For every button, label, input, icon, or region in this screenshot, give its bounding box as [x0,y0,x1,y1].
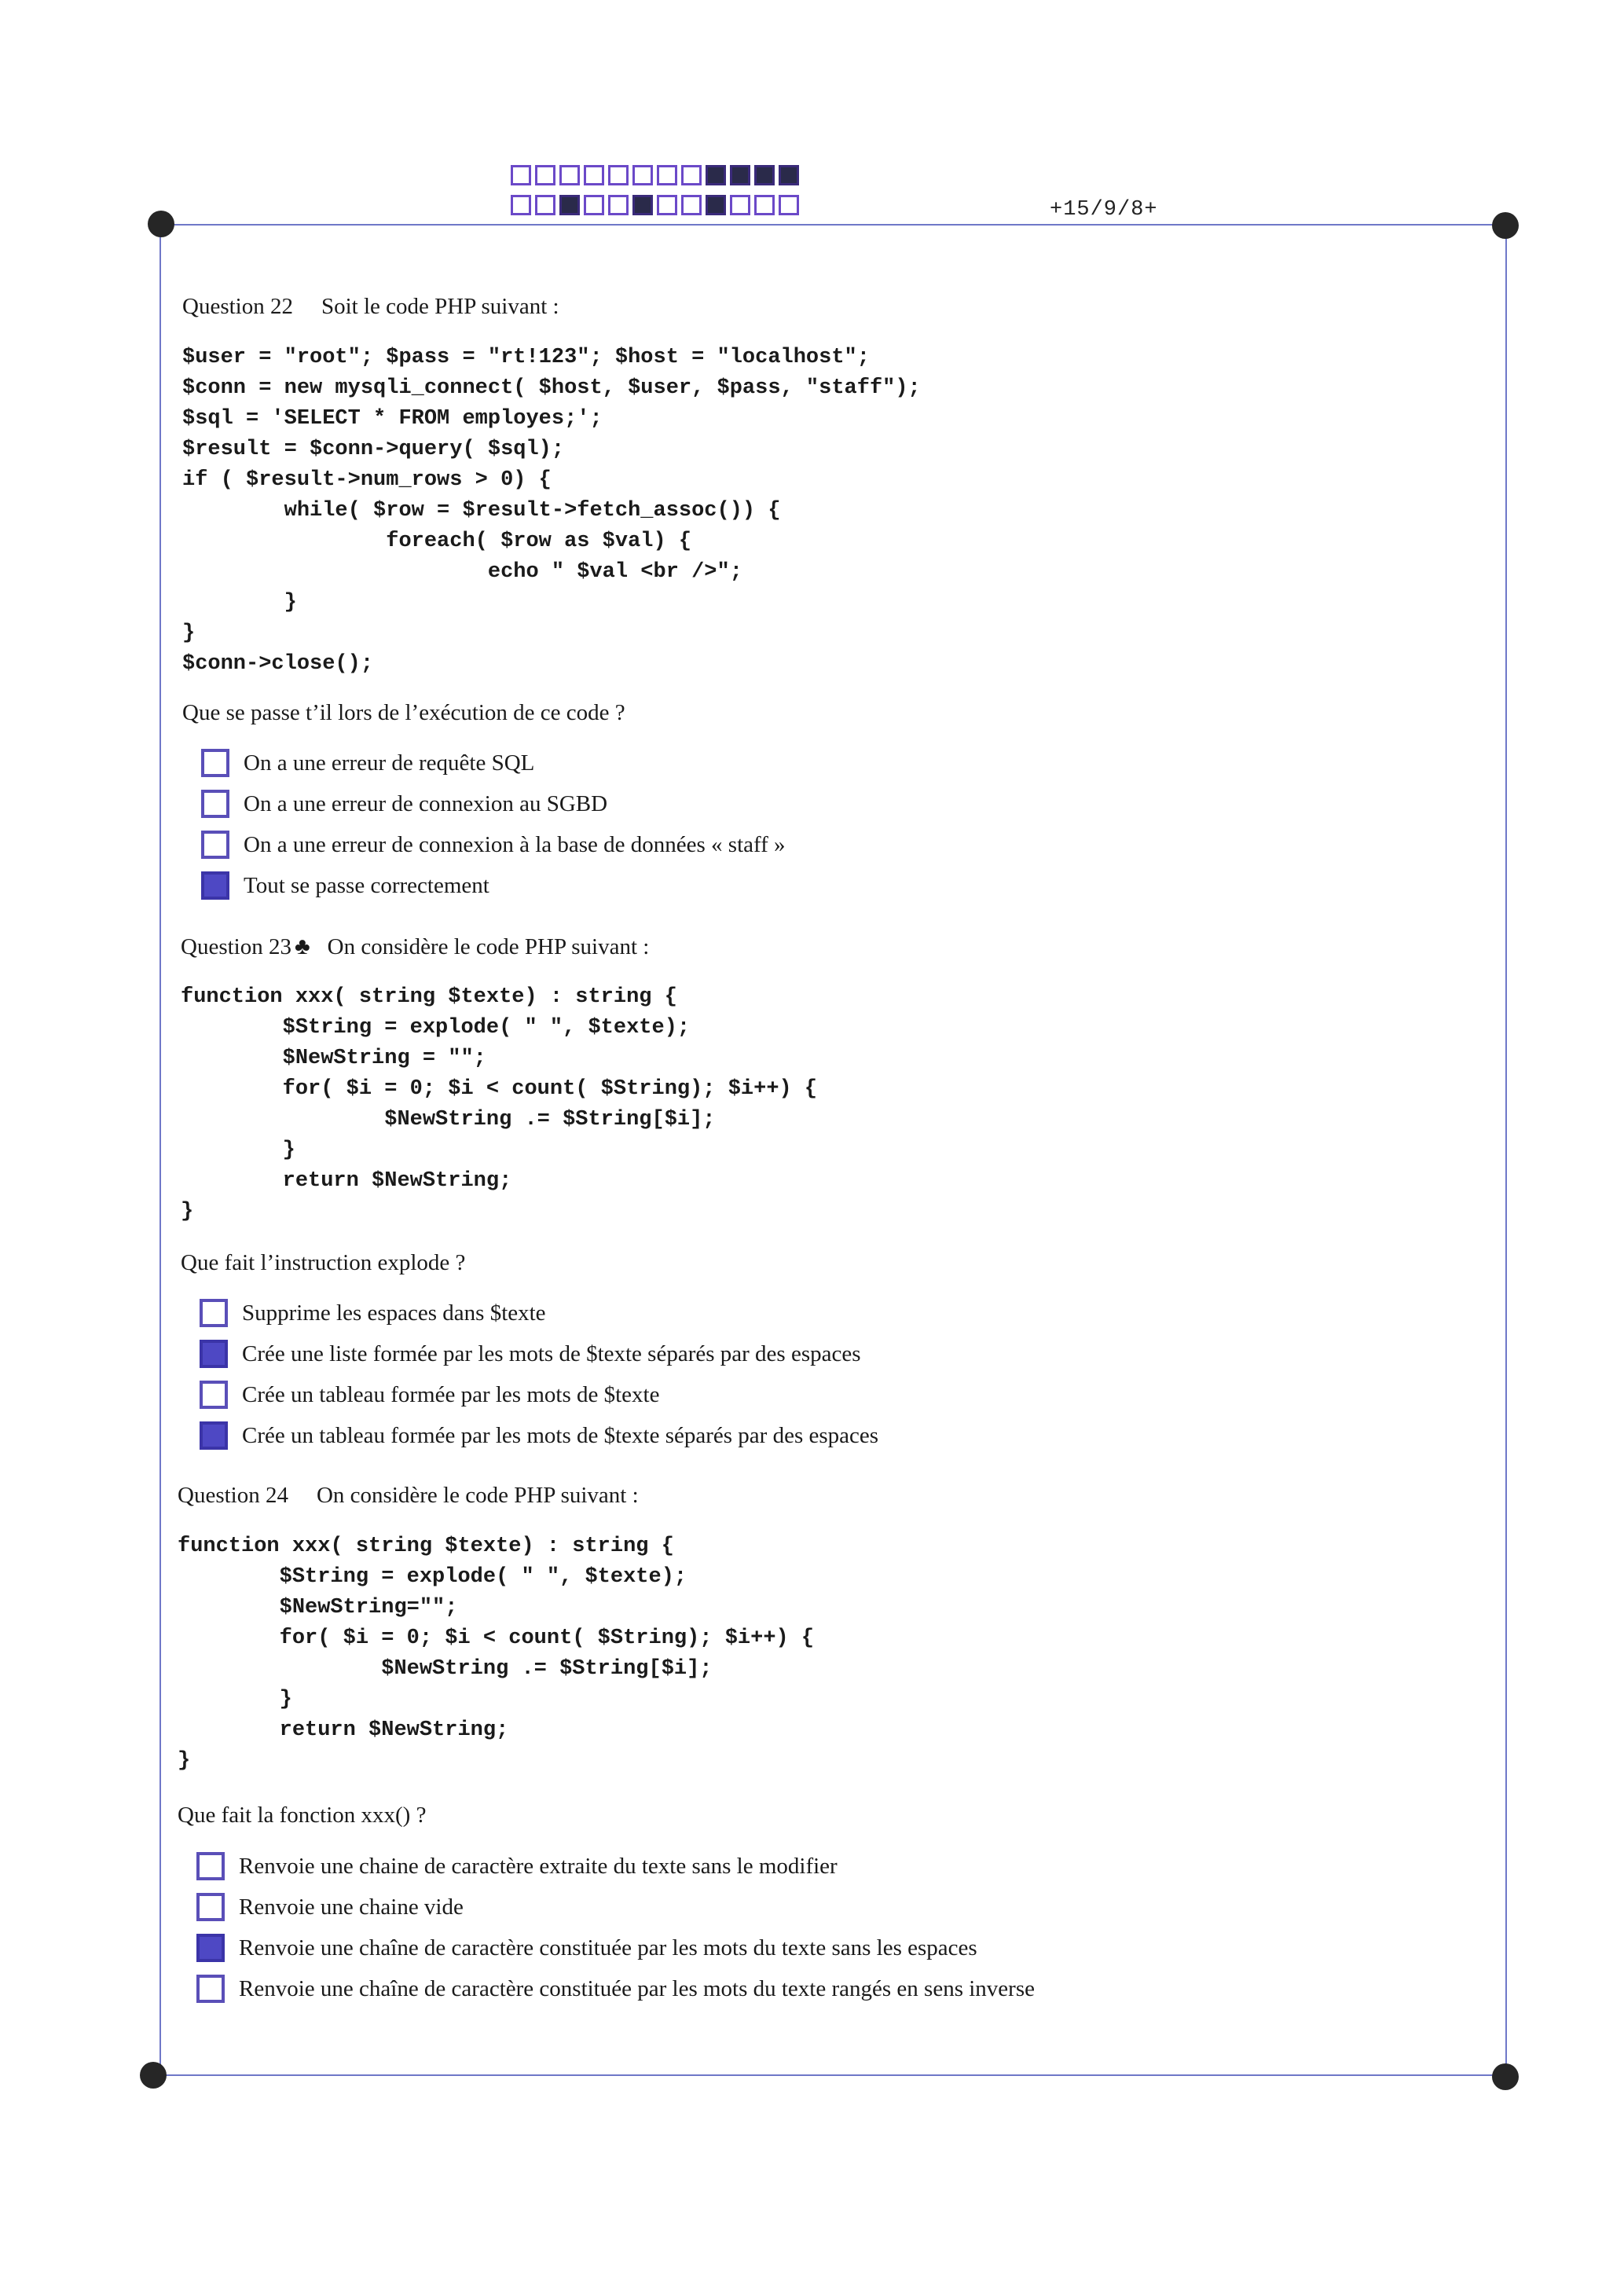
question-24-title [178,1483,639,1509]
barcode-cell [681,165,702,185]
question-label: Question 24 [178,1483,288,1508]
answer-checkbox[interactable] [201,749,229,777]
question-intro: On considère le code PHP suivant : [327,934,650,959]
barcode-cell [584,165,604,185]
answer-checkbox[interactable] [196,1975,225,2003]
frame-right-line [1505,224,1507,2074]
barcode-cell [511,165,531,185]
answer-checkbox[interactable] [200,1299,228,1327]
barcode-cell [608,195,629,215]
answer-option[interactable] [196,1934,977,1962]
answer-label: Supprime les espaces dans $texte [242,1300,546,1326]
frame-left-line [159,224,161,2074]
frame-top-line [159,224,1507,226]
question-intro: On considère le code PHP suivant : [316,1483,639,1508]
answer-option[interactable] [201,831,786,859]
barcode-cell [730,195,750,215]
question-23-prompt: Que fait l’instruction explode ? [181,1250,466,1275]
club-icon: ♣ [294,933,310,959]
answer-checkbox[interactable] [196,1893,225,1921]
corner-mark-bottom-right [1492,2063,1519,2090]
answer-option[interactable] [196,1852,838,1880]
answer-option[interactable] [200,1340,861,1368]
corner-mark-bottom-left [140,2062,167,2089]
answer-label: Crée un tableau formée par les mots de $texte séparés par des espaces [242,1422,879,1448]
answer-label: On a une erreur de connexion au SGBD [244,790,608,816]
answer-label: Tout se passe correctement [244,872,489,898]
question-intro: Soit le code PHP suivant : [321,294,559,319]
answer-option[interactable] [196,1975,1035,2003]
answer-checkbox[interactable] [200,1421,228,1450]
answer-label: On a une erreur de requête SQL [244,750,535,776]
answer-option[interactable] [200,1299,546,1327]
corner-mark-top-right [1492,212,1519,239]
answer-option[interactable] [196,1893,464,1921]
barcode-cell [706,195,726,215]
answer-label: Crée un tableau formée par les mots de $texte [242,1381,660,1407]
question-23-code: function xxx( string $texte) : string { $String = explode( " ", $texte); $NewString = ""; for( $i = 0; $i < count( $String); $i++) { $NewString .= $String[$i]; } return $NewString; } [181,985,818,1223]
answer-checkbox[interactable] [200,1340,228,1368]
barcode-cell [608,165,629,185]
barcode-cell [657,195,677,215]
barcode-cell [559,195,580,215]
answer-label: Renvoie une chaîne de caractère constituée par les mots du texte rangés en sens inverse [239,1975,1035,2001]
answer-checkbox[interactable] [196,1852,225,1880]
barcode-cell [779,165,799,185]
answer-label: Renvoie une chaine vide [239,1894,464,1920]
barcode-cell [657,165,677,185]
question-label: Question 23 [181,934,291,959]
question-24-prompt: Que fait la fonction xxx() ? [178,1803,427,1828]
barcode-cell [559,165,580,185]
answer-checkbox[interactable] [201,831,229,859]
question-24-code: function xxx( string $texte) : string { $String = explode( " ", $texte); $NewString=""; for( $i = 0; $i < count( $String); $i++) { $NewString .= $String[$i]; } return $NewString; } [178,1535,815,1773]
page-code: +15/9/8+ [1050,198,1158,222]
barcode-cell [730,165,750,185]
question-23-title [181,933,649,960]
barcode-cell [681,195,702,215]
question-22-title [182,294,559,320]
barcode-cell [706,165,726,185]
question-label: Question 22 [182,294,293,319]
barcode-cell [511,195,531,215]
question-22-prompt: Que se passe t’il lors de l’exécution de ce code ? [182,700,625,725]
question-22-code: $user = "root"; $pass = "rt!123"; $host = "localhost"; $conn = new mysqli_connect( $host, $user, $pass, "staff"); $sql = 'SELECT * FROM employes;'; $result = $conn->query( $sql); if ( $result->num_rows > 0) { while( $row = $result->fetch_assoc()) { foreach( $row as $val) { echo " $val <br />"; } } $conn->close(); [182,346,921,676]
answer-label: Renvoie une chaîne de caractère constituée par les mots du texte sans les espaces [239,1935,977,1960]
answer-option[interactable] [201,749,534,777]
answer-label: On a une erreur de connexion à la base de données « staff » [244,831,786,857]
barcode-row-1 [511,165,803,185]
barcode-cell [754,165,775,185]
barcode-row-2 [511,195,803,215]
answer-option[interactable] [201,871,489,900]
barcode-cell [779,195,799,215]
answer-checkbox[interactable] [200,1381,228,1409]
corner-mark-top-left [148,211,174,237]
answer-label: Crée une liste formée par les mots de $texte séparés par des espaces [242,1341,861,1366]
barcode-cell [754,195,775,215]
answer-option[interactable] [201,790,607,818]
barcode-cell [632,195,653,215]
barcode-cell [535,195,555,215]
frame-bottom-line [154,2074,1507,2076]
answer-checkbox[interactable] [201,871,229,900]
answer-option[interactable] [200,1421,878,1450]
answer-label: Renvoie une chaine de caractère extraite du texte sans le modifier [239,1853,838,1879]
barcode-cell [584,195,604,215]
answer-option[interactable] [200,1381,659,1409]
answer-checkbox[interactable] [201,790,229,818]
barcode-cell [632,165,653,185]
answer-checkbox[interactable] [196,1934,225,1962]
barcode-cell [535,165,555,185]
